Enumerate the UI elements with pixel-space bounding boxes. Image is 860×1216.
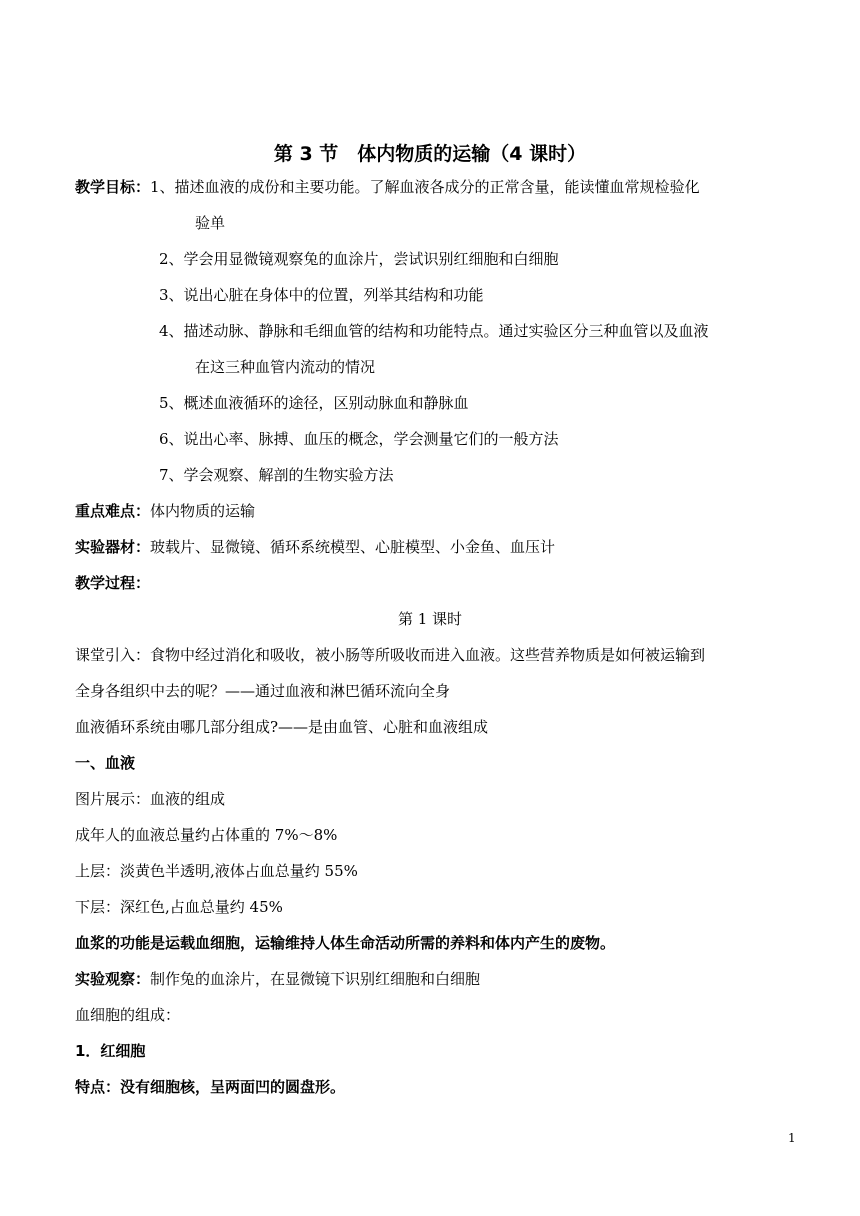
section-heading-blood: 一、血液: [75, 754, 136, 772]
equipment-line: [75, 537, 555, 557]
equipment-label: 实验器材：: [75, 538, 151, 556]
process-label: 教学过程：: [75, 574, 151, 592]
paragraph-lower-layer: 下层：深红色,占血总量约 45%: [75, 898, 283, 916]
objective-4-cont: 在这三种血管内流动的情况: [195, 358, 376, 376]
objective-1: 1、描述血液的成份和主要功能。了解血液各成分的正常含量，能读懂血常规检验化: [150, 178, 700, 196]
key-points-line: [75, 501, 255, 521]
question-line: 血液循环系统由哪几部分组成?——是由血管、心脏和血液组成: [75, 718, 489, 736]
key-points-label: 重点难点：: [75, 502, 151, 520]
paragraph-blood-cells: 血细胞的组成：: [75, 1006, 181, 1024]
equipment-text: 玻载片、显微镜、循环系统模型、心脏模型、小金鱼、血压计: [150, 538, 556, 556]
intro-line-1: 课堂引入：食物中经过消化和吸收，被小肠等所吸收而进入血液。这些营养物质是如何被运输到: [75, 646, 706, 664]
lesson-heading: 第 1 课时: [397, 610, 463, 628]
experiment-label: 实验观察：: [75, 970, 151, 988]
objectives-line-1: [75, 177, 700, 197]
experiment-line: [75, 969, 480, 989]
objective-4: 4、描述动脉、静脉和毛细血管的结构和功能特点。通过实验区分三种血管以及血液: [159, 322, 709, 340]
paragraph-plasma-function: 血浆的功能是运载血细胞，运输维持人体生命活动所需的养料和体内产生的废物。: [75, 934, 616, 952]
paragraph-red-cell-features: 特点：没有细胞核，呈两面凹的圆盘形。: [75, 1078, 346, 1096]
key-points-text: 体内物质的运输: [150, 502, 256, 520]
objective-6: 6、说出心率、脉搏、血压的概念，学会测量它们的一般方法: [159, 430, 559, 448]
experiment-text: 制作兔的血涂片，在显微镜下识别红细胞和白细胞: [150, 970, 481, 988]
objective-5: 5、概述血液循环的途径，区别动脉血和静脉血: [159, 394, 469, 412]
intro-line-2: 全身各组织中去的呢？——通过血液和淋巴循环流向全身: [75, 682, 451, 700]
subheading-red-cells: 1．红细胞: [75, 1042, 146, 1060]
objective-2: 2、学会用显微镜观察兔的血涂片，尝试识别红细胞和白细胞: [159, 250, 559, 268]
paragraph-blood-volume: 成年人的血液总量约占体重的 7%～8%: [75, 826, 338, 844]
page-number: 1: [788, 1131, 796, 1145]
objective-3: 3、说出心脏在身体中的位置，列举其结构和功能: [159, 286, 484, 304]
paragraph-picture: 图片展示：血液的组成: [75, 790, 226, 808]
paragraph-upper-layer: 上层：淡黄色半透明,液体占血总量约 55%: [75, 862, 358, 880]
objective-7: 7、学会观察、解剖的生物实验方法: [159, 466, 394, 484]
document-title: 第 3 节 体内物质的运输（4 课时）: [273, 143, 587, 165]
objective-1-cont: 验单: [195, 214, 226, 232]
objectives-label: 教学目标：: [75, 178, 151, 196]
